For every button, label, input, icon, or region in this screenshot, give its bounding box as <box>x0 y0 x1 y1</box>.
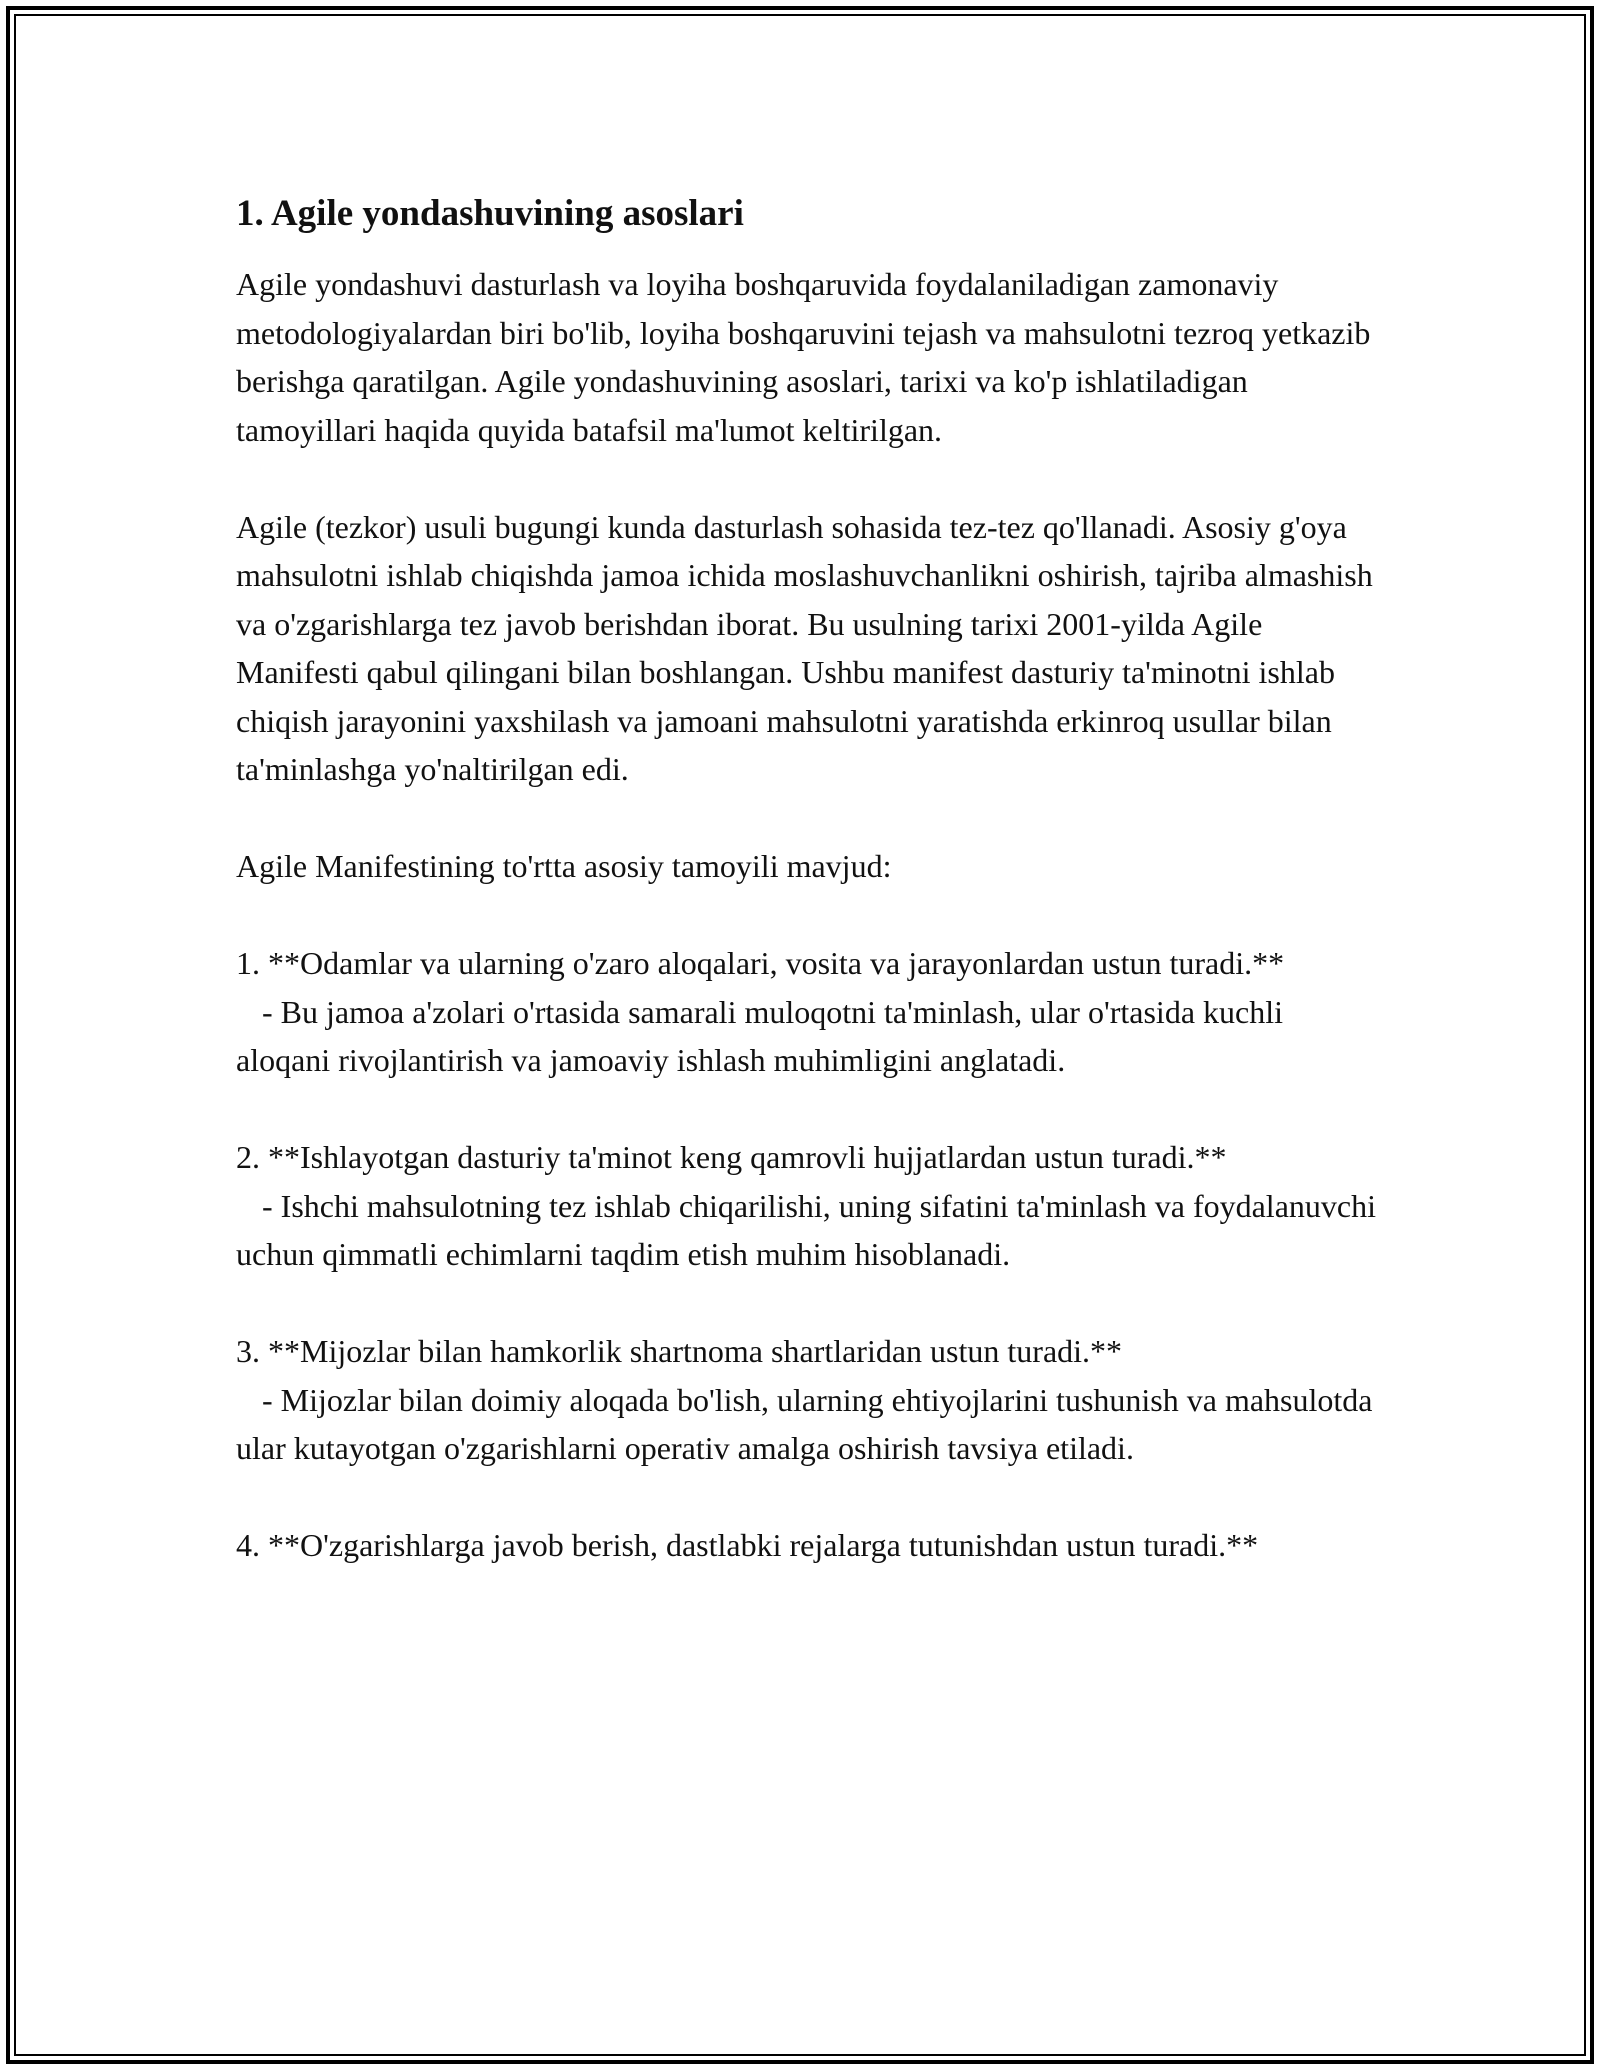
principle-item <box>236 1521 1376 1570</box>
intro-paragraph: Agile yondashuvi dasturlash va loyiha boshqaruvida foydalaniladigan zamonaviy metodologiyalardan biri bo'lib, loyiha boshqaruvini tejash va mahsulotni tezroq yetkazib berishga qaratilgan. Agile yondashuvining asoslari, tarixi va ko'p ishlatiladigan tamoyillari haqida quyida batafsil ma'lumot keltirilgan. <box>236 266 1379 448</box>
principle-item <box>236 939 1376 1085</box>
principle-heading: 2. **Ishlayotgan dasturiy ta'minot keng qamrovli hujjatlardan ustun turadi.** <box>236 1139 1227 1175</box>
principle-description: - Bu jamoa a'zolari o'rtasida samarali muloqotni ta'minlash, ular o'rtasida kuchli aloqani rivojlantirish va jamoaviy ishlash muhimligini anglatadi. <box>236 993 1291 1078</box>
principle-description: - Mijozlar bilan doimiy aloqada bo'lish, ularning ehtiyojlarini tushunish va mahsulotda ular kutayotgan o'zgarishlarni operativ amalga oshirish tavsiya etiladi. <box>236 1381 1381 1466</box>
principle-item <box>236 1327 1381 1473</box>
principle-heading: 3. **Mijozlar bilan hamkorlik shartnoma shartlaridan ustun turadi.** <box>236 1333 1123 1369</box>
principle-heading: 4. **O'zgarishlarga javob berish, dastlabki rejalarga tutunishdan ustun turadi.** <box>236 1527 1259 1563</box>
section-title: 1. Agile yondashuvining asoslari <box>236 193 744 234</box>
principle-heading: 1. **Odamlar va ularning o'zaro aloqalari, vosita va jarayonlardan ustun turadi.** <box>236 945 1285 981</box>
principles-intro: Agile Manifestining to'rtta asosiy tamoyili mavjud: <box>236 848 892 884</box>
document-body <box>236 190 1384 1618</box>
principle-item <box>236 1133 1384 1279</box>
principle-description: - Ishchi mahsulotning tez ishlab chiqarilishi, uning sifatini ta'minlash va foydalanuvchi uchun qimmatli echimlarni taqdim etish muhim hisoblanadi. <box>236 1187 1384 1272</box>
history-paragraph: Agile (tezkor) usuli bugungi kunda dasturlash sohasida tez-tez qo'llanadi. Asosiy g'oya mahsulotni ishlab chiqishda jamoa ichida moslashuvchanlikni oshirish, tajriba almashish va o'zgarishlarga tez javob berishdan iborat. Bu usulning tarixi 2001-yilda Agile Manifesti qabul qilingani bilan boshlangan. Ushbu manifest dasturiy ta'minotni ishlab chiqish jarayonini yaxshilash va jamoani mahsulotni yaratishda erkinroq usullar bilan ta'minlashga yo'naltirilgan edi. <box>236 508 1381 787</box>
